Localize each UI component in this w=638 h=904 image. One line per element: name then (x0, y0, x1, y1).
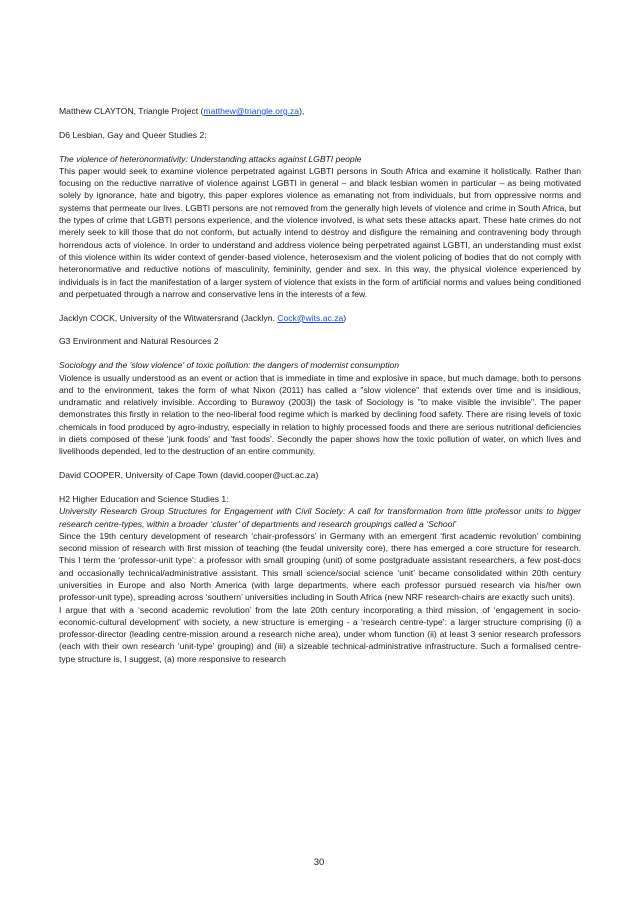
email-link[interactable]: Cock@wits.ac.za (277, 312, 344, 323)
author-suffix: ), (299, 106, 305, 116)
email-link[interactable]: matthew@triangle.org.za (203, 106, 300, 116)
session-label: H2 Higher Education and Science Studies 1: (59, 493, 229, 504)
abstract-paragraph-continued: I argue that with a ‘second academic revolution’ from the late 20th century incorporating a third mission, of ‘engagement in socio-economic-cultural development’ with society, a new structure is emerging - a ‘research centre-type’: a larger structure comprising (i) a professor-director (leading centre-mission around a research niche area), under whom function (ii) at least 3 senior research professors (each with their own research ‘unit-type’ grouping) and (iii) a sizeable technical-administrative infrastructure. Such a formalised centre-type structure is, I suggest, (a) more responsive to research (59, 604, 581, 664)
author-line (59, 312, 581, 324)
author-name: Matthew CLAYTON, Triangle Project ( (59, 106, 204, 116)
abstract-paragraph: Violence is usually understood as an event or action that is immediate in time and explosive in space, but much damage, both to persons and to the environment, takes the form of what Nixon (2011) has called a "slow violence" that extends over time and is insidious, undramatic and relatively invisible. According to Burawoy (2003|) the task of Sociology is "to make visible the invisible". The paper demonstrates this firstly in relation to the neo-liberal food regime which is marked by declining food safety. There are rising levels of toxic chemicals in food produced by agro-industry, especially in relation to highly processed foods and there are serious nutritional deficiencies in diets composed of these 'junk foods' and 'fast foods'. Secondly the paper shows how the toxic pollution of water, on which lives and livelihoods depended, led to the destruction of an entire community. (59, 372, 581, 457)
author-suffix: ) (343, 312, 347, 323)
page-content (59, 105, 581, 665)
author-name: Jacklyn COCK, University of the Witwatersrand (Jacklyn. (59, 312, 278, 323)
abstract-paragraph: Since the 19th century development of research ‘chair-professors’ in Germany with an emergent ‘first academic revolution’ combining second mission of research with first mission of teaching (the feudal university core), there has emerged a core structure for research. This I term the ‘professor-unit type’: a professor with small grouping (unit) of some postgraduate assistant researchers, a few post-docs and occasionally technical/administrative assistant. This small science/social science ‘unit’ became consolidated within 20th century universities in Europe and also North America (with large departments, where each professor pursued research via his/her own professor-unit type), spreading across ‘southern’ universities including in South Africa (new NRF research-chairs are exactly such units). (59, 530, 581, 603)
author-line (59, 105, 581, 117)
page-number: 30 (313, 857, 325, 868)
paper-title: University Research Group Structures for Engagement with Civil Society: A call for transformation from little professor units to bigger research centre-types, within a broader ‘cluster’ of departments and research groupings called a ‘School’ (59, 506, 581, 529)
paper-title: Sociology and the 'slow violence' of toxic pollution: the dangers of modernist consumption (59, 360, 400, 371)
paper-title: The violence of heteronormativity: Understanding attacks against LGBTI people (59, 153, 362, 164)
session-label: D6 Lesbian, Gay and Queer Studies 2: (59, 129, 207, 140)
session-label: G3 Environment and Natural Resources 2 (59, 336, 219, 347)
author-name: David COOPER, University of Cape Town (david.cooper@uct.ac.za) (59, 470, 319, 481)
author-line (59, 469, 581, 481)
abstract-paragraph: This paper would seek to examine violence perpetrated against LGBTI persons in South Africa and examine it holistically. Rather than focusing on the reductive narrative of violence against LGBTI in general – and black lesbian women in particular – as being motivated solely by ignorance, hate and bigotry, this paper explores violence as emanating not from individuals, but from oppressive norms and systems that permeate our lives. LGBTI persons are not removed from the generally high levels of violence and crime in South Africa, but the types of crime that LGBTI persons experience, and the violence involved, is what sets these attacks apart. These hate crimes do not merely seek to kill those that do not conform, but actually intend to destroy and disfigure the remaining and contravening body through horrendous acts of violence. In order to understand and address violence being perpetrated against LGBTI, an understanding must exist of this violence within its wider context of gender-based violence, heterosexism and the violent policing of bodies that do not comply with heteronormative and reductive notions of masculinity, femininity, gender and sex. In this way, the physical violence experienced by individuals is in fact the manifestation of a larger system of violence that exists in the form of artificial norms and values being conditioned and perpetuated through a narrow and conservative lens in the interests of a few. (59, 165, 581, 299)
